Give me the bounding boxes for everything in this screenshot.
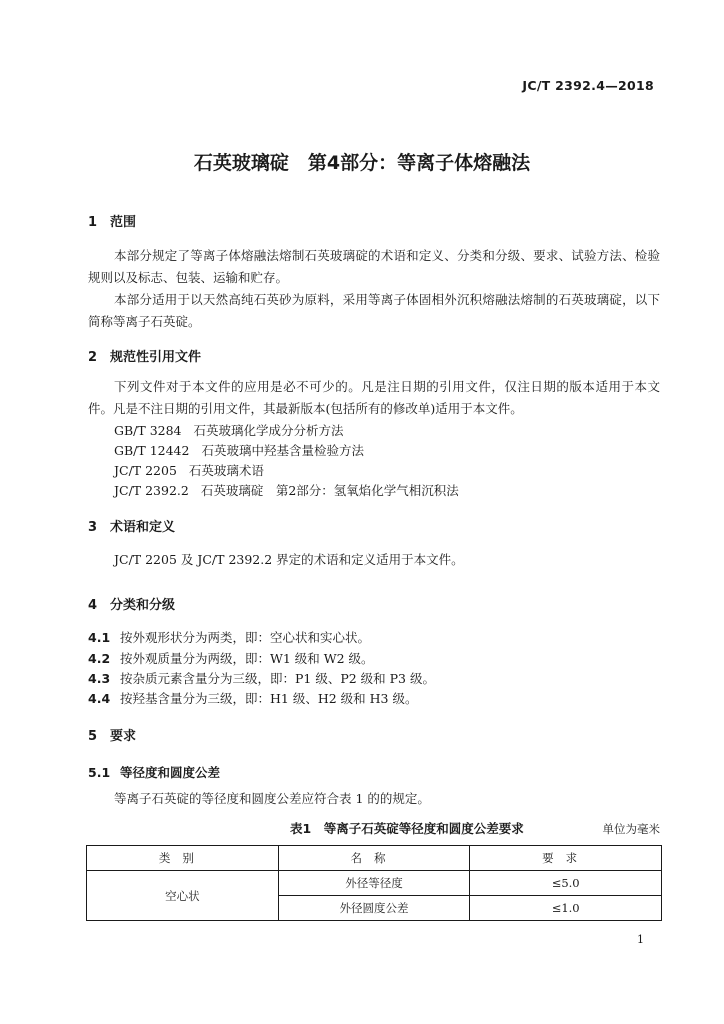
clause-text: 按外观形状分为两类，即：空心状和实心状。 — [120, 630, 371, 645]
reference-title: 石英玻璃中羟基含量检验方法 — [201, 443, 364, 458]
clause-number: 4.1 — [88, 630, 111, 645]
section-number: 5 — [88, 729, 98, 744]
table-header-name: 名称 — [278, 846, 470, 871]
section-1-paragraph-2: 本部分适用于以天然高纯石英砂为原料，采用等离子体固相外沉积熔融法熔制的石英玻璃碇，以下简称等离子石英碇。 — [88, 292, 660, 329]
section-title: 规范性引用文件 — [110, 350, 202, 365]
section-title: 分类和分级 — [110, 598, 176, 613]
section-number: 2 — [88, 350, 98, 365]
clause-number: 4.4 — [88, 691, 111, 706]
reference-title: 石英玻璃碇 第2部分：氢氧焰化学气相沉积法 — [200, 483, 459, 498]
subsection-5-1-heading — [88, 763, 220, 781]
clause-4-4 — [88, 689, 417, 707]
table-cell-name: 外径等径度 — [278, 871, 470, 896]
section-2-paragraph: 下列文件对于本文件的应用是必不可少的。凡是注日期的引用文件，仅注日期的版本适用于本文件。凡是不注日期的引用文件，其最新版本(包括所有的修改单)适用于本文件。 — [88, 379, 660, 416]
section-2-heading — [88, 346, 201, 365]
reference-code: GB/T 12442 — [114, 443, 190, 458]
section-title: 术语和定义 — [110, 520, 176, 535]
clause-4-1 — [88, 628, 370, 646]
section-5-heading — [88, 725, 136, 744]
reference-title: 石英玻璃化学成分分析方法 — [193, 423, 344, 438]
table-cell-requirement: ≤5.0 — [470, 871, 662, 896]
reference-code: JC/T 2392.2 — [114, 483, 189, 498]
clause-text: 按杂质元素含量分为三级，即：P1 级、P2 级和 P3 级。 — [120, 671, 435, 686]
clause-text: 按羟基含量分为三级，即：H1 级、H2 级和 H3 级。 — [120, 691, 418, 706]
tolerance-table — [86, 845, 662, 921]
section-title: 要求 — [110, 729, 137, 744]
table-row — [87, 871, 662, 896]
reference-code: JC/T 2205 — [114, 463, 177, 478]
clause-4-2 — [88, 649, 374, 667]
table-header-category: 类别 — [87, 846, 279, 871]
section-number: 1 — [88, 215, 98, 230]
reference-item — [114, 421, 344, 439]
table-cell-requirement: ≤1.0 — [470, 896, 662, 921]
clause-number: 4.3 — [88, 671, 111, 686]
section-1-heading — [88, 211, 136, 230]
section-4-heading — [88, 594, 175, 613]
reference-title: 石英玻璃术语 — [188, 463, 264, 478]
section-number: 3 — [88, 520, 98, 535]
table-unit: 单位为毫米 — [602, 822, 660, 836]
table-cell-name: 外径圆度公差 — [278, 896, 470, 921]
subsection-number: 5.1 — [88, 765, 111, 780]
section-title: 范围 — [110, 215, 137, 230]
document-title: 石英玻璃碇 第4部分：等离子体熔融法 — [193, 152, 531, 174]
clause-number: 4.2 — [88, 651, 111, 666]
subsection-5-1-paragraph: 等离子石英碇的等径度和圆度公差应符合表 1 的的规定。 — [114, 791, 430, 806]
document-code: JC/T 2392.4—2018 — [522, 78, 654, 93]
reference-item — [114, 461, 264, 479]
reference-item — [114, 481, 459, 499]
section-number: 4 — [88, 598, 98, 613]
page-number: 1 — [637, 933, 644, 946]
table-caption: 表1 等离子石英碇等径度和圆度公差要求 — [290, 821, 524, 836]
reference-item — [114, 441, 364, 459]
section-1-paragraph-1: 本部分规定了等离子体熔融法熔制石英玻璃碇的术语和定义、分类和分级、要求、试验方法、检验规则以及标志、包装、运输和贮存。 — [88, 248, 660, 285]
table-header-row — [87, 846, 662, 871]
section-3-heading — [88, 516, 175, 535]
table-cell-category: 空心状 — [87, 871, 279, 921]
subsection-title: 等径度和圆度公差 — [120, 765, 221, 780]
clause-4-3 — [88, 669, 435, 687]
reference-code: GB/T 3284 — [114, 423, 182, 438]
table-header-requirement: 要求 — [470, 846, 662, 871]
section-3-paragraph: JC/T 2205 及 JC/T 2392.2 界定的术语和定义适用于本文件。 — [114, 552, 464, 567]
clause-text: 按外观质量分为两级，即：W1 级和 W2 级。 — [120, 651, 374, 666]
